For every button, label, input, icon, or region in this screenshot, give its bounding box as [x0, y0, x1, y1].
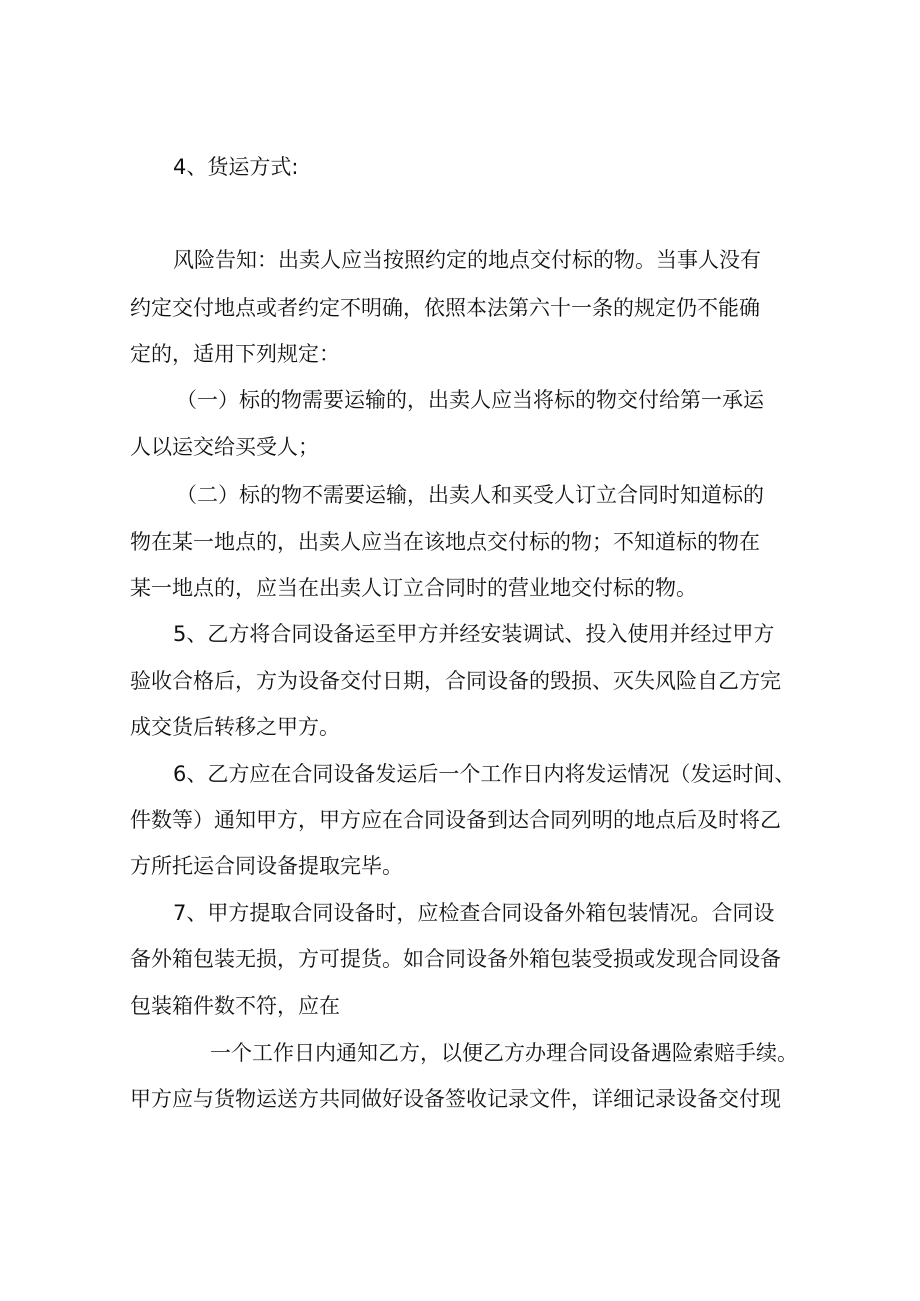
text-line: 方所托运合同设备提取完毕。 — [130, 854, 403, 878]
text-line: 备外箱包装无损，方可提货。如合同设备外箱包装受损或发现合同设备 — [130, 947, 781, 971]
text-line: 验收合格后，方为设备交付日期，合同设备的毁损、灭失风险自乙方完 — [130, 669, 781, 693]
text-line: （二）标的物不需要运输，出卖人和买受人订立合同时知道标的 — [176, 483, 764, 507]
text-line: 甲方应与货物运送方共同做好设备签收记录文件，详细记录设备交付现 — [130, 1087, 781, 1111]
text-line: 5、乙方将合同设备运至甲方并经安装调试、投入使用并经过甲方 — [173, 622, 775, 646]
section-heading: 4、货运方式: — [173, 155, 299, 179]
text-line: （一）标的物需要运输的，出卖人应当将标的物交付给第一承运 — [176, 388, 764, 412]
text-line: 人以运交给买受人； — [130, 435, 319, 459]
text-line: 成交货后转移之甲方。 — [130, 715, 340, 739]
text-line: 7、甲方提取合同设备时，应检查合同设备外箱包装情况。合同设 — [173, 901, 775, 925]
text-line: 物在某一地点的，出卖人应当在该地点交付标的物；不知道标的物在 — [130, 530, 760, 554]
text-line: 约定交付地点或者约定不明确，依照本法第六十一条的规定仍不能确 — [130, 296, 760, 320]
text-line: 一个工作日内通知乙方，以便乙方办理合同设备遇险索赔手续。 — [210, 1041, 798, 1065]
text-line: 某一地点的，应当在出卖人订立合同时的营业地交付标的物。 — [130, 576, 697, 600]
text-line: 包装箱件数不符，应在 — [130, 994, 340, 1018]
text-line: 风险告知：出卖人应当按照约定的地点交付标的物。当事人没有 — [173, 248, 761, 272]
text-line: 6、乙方应在合同设备发运后一个工作日内将发运情况（发运时间、 — [173, 762, 796, 786]
text-line: 定的，适用下列规定： — [130, 342, 340, 366]
text-line: 件数等）通知甲方，甲方应在合同设备到达合同列明的地点后及时将乙 — [130, 808, 781, 832]
